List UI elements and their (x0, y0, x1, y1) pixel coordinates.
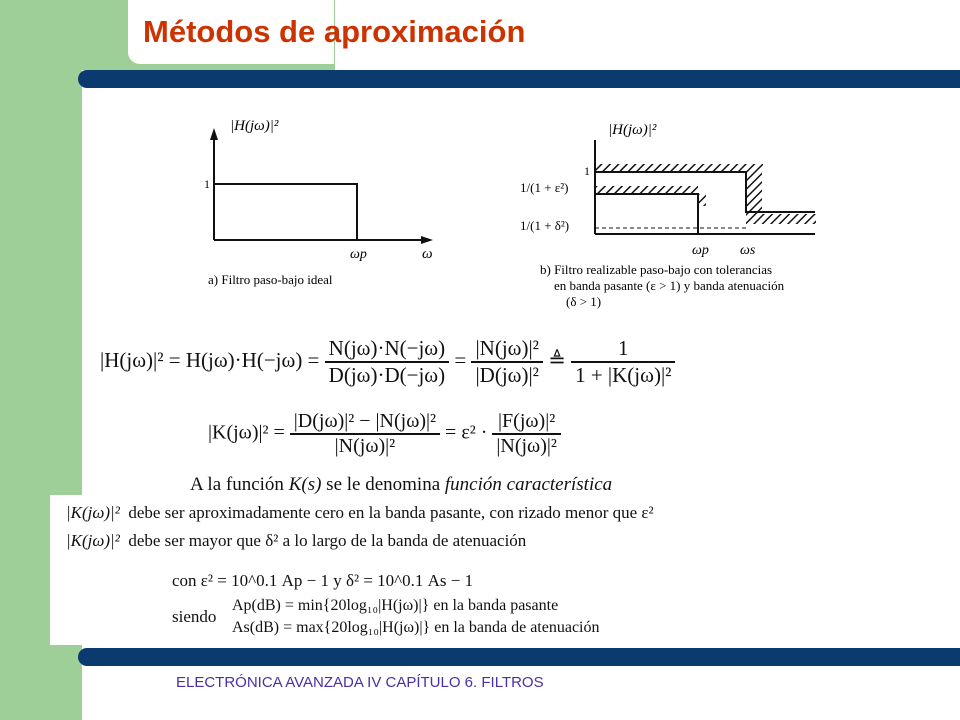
fig-a-caption: a) Filtro paso-bajo ideal (208, 272, 333, 287)
slide-title: Métodos de aproximación (143, 14, 526, 49)
eq1-frac3 (571, 336, 675, 388)
fig-b-ws: ωs (740, 243, 756, 258)
top-rule-cap (944, 70, 960, 88)
eq1-den3: 1 + |K(jω)|² (575, 363, 672, 387)
fig-a-w: ω (422, 246, 433, 262)
eq1-den1: D(jω)·D(−jω) (328, 363, 446, 387)
characteristic-function-line (190, 474, 612, 496)
eq1-frac1 (325, 336, 449, 388)
char-ks: K(s) (288, 474, 322, 495)
fig-b-ylabel: |H(jω)|² (608, 122, 657, 138)
eq2-num1: |D(jω)|² − |N(jω)|² (290, 410, 440, 435)
equation-h-squared (100, 336, 675, 388)
fig-a-one: 1 (204, 177, 210, 191)
fig-b-caption-1: b) Filtro realizable paso-bajo con tolerancias (540, 262, 773, 277)
con-line: con ε² = 10^0.1 Ap − 1 y δ² = 10^0.1 As − 1 (172, 571, 474, 590)
cond1-text: debe ser aproximadamente cero en la banda pasante, con rizado menor que ε² (128, 503, 654, 522)
eq2-den2: |N(jω)|² (496, 435, 557, 457)
fig-b-one: 1 (584, 164, 590, 178)
fig-b-eps: 1/(1 + ε²) (520, 180, 569, 195)
eq1-num1: N(jω)·N(−jω) (325, 336, 449, 363)
eq1-den2: |D(jω)|² (475, 363, 539, 387)
fig-b-wp: ωp (692, 243, 709, 258)
fig-a-wp: ωp (350, 247, 367, 262)
conditions-block (50, 495, 960, 645)
as-line: As(dB) = max{20log₁₀|H(jω)|} en la banda de atenuación (232, 619, 600, 636)
cond1-k: |K(jω)|² (66, 503, 120, 522)
eq2-lhs: |K(jω)|² = (208, 421, 285, 444)
eq1-def: ≜ (548, 347, 566, 372)
eq2-num2: |F(jω)|² (492, 410, 561, 435)
char-pre: A la función (190, 474, 284, 495)
cond2-text: debe ser mayor que δ² a lo largo de la banda de atenuación (128, 531, 527, 550)
fig-b-caption-2: en banda pasante (ε > 1) y banda atenuación (554, 278, 785, 293)
slide-footer: ELECTRÓNICA AVANZADA IV CAPÍTULO 6. FILTROS (176, 674, 544, 691)
eq1-lhs: |H(jω)|² = H(jω)·H(−jω) = (100, 347, 320, 372)
condition-2 (66, 531, 526, 551)
char-mid: se le denomina (326, 474, 441, 495)
eq2-frac2 (492, 410, 561, 458)
siendo-label: siendo (172, 607, 217, 626)
fig-b-caption-3: (δ > 1) (566, 294, 602, 309)
equation-k-squared (208, 410, 561, 458)
eq1-num3: 1 (571, 336, 675, 363)
top-rule (78, 70, 944, 88)
eq2-frac1 (290, 410, 440, 458)
eq1-num2: |N(jω)|² (471, 336, 543, 363)
condition-1 (66, 503, 654, 523)
eq2-den1: |N(jω)|² (334, 435, 396, 457)
eq1-frac2 (471, 336, 543, 388)
fig-b-delta: 1/(1 + δ²) (520, 218, 570, 233)
fig-a-ylabel: |H(jω)|² (230, 118, 279, 134)
cond2-k: |K(jω)|² (66, 531, 120, 550)
ap-line: Ap(dB) = min{20log₁₀|H(jω)|} en la banda pasante (232, 597, 559, 614)
char-em: función característica (444, 474, 613, 495)
figure-a-ideal-lowpass (190, 108, 450, 293)
bottom-rule (78, 648, 960, 666)
figure-b-realizable-lowpass (500, 112, 930, 317)
eq1-eq: = (454, 347, 467, 372)
eq2-mid: = ε² · (445, 421, 488, 444)
